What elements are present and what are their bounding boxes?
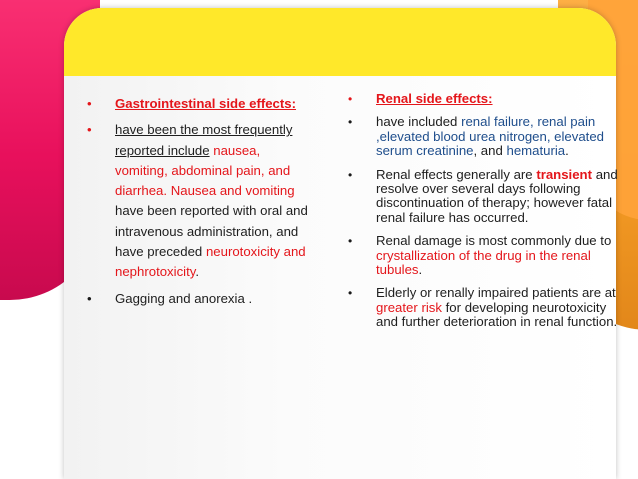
gi-intro-text: have been the most frequently reported include — [115, 122, 293, 158]
list-item-transient — [348, 168, 618, 226]
bullet-icon: • — [87, 290, 92, 306]
list-item-renal-damage — [348, 234, 618, 277]
gagging-text: Gagging and anorexia . — [115, 290, 253, 306]
bullet-icon: • — [348, 234, 353, 249]
bullet-icon: • — [87, 122, 92, 138]
title-bar — [64, 8, 616, 76]
list-item-renal-effects — [348, 115, 618, 158]
renal-heading: Renal side effects: — [376, 91, 493, 106]
list-item-gi-heading — [87, 94, 312, 114]
transient-pre: Renal effects generally are — [376, 166, 533, 182]
bullet-icon: • — [348, 92, 353, 106]
bullet-icon: • — [348, 286, 353, 301]
crystallization-text: crystallization of the drug in the renal tubules — [376, 247, 591, 278]
renal-damage-pre: Renal damage is most commonly due to — [376, 233, 612, 249]
right-column-list — [348, 92, 618, 339]
gi-mid-text: have been reported with oral and intravenous administration, and have preceded — [115, 203, 308, 260]
renal-and-text: , and — [473, 143, 503, 159]
list-item-gagging — [87, 289, 312, 309]
renal-effects-end: . — [565, 143, 569, 159]
greater-risk-text: greater risk — [376, 299, 442, 315]
bullet-icon: • — [87, 96, 92, 111]
elderly-post: for developing neurotoxicity and further deterioration in renal function. — [376, 299, 618, 330]
renal-damage-end: . — [418, 262, 423, 278]
hematuria-text: hematuria — [506, 143, 566, 159]
list-item-elderly — [348, 286, 618, 329]
renal-effects-pre: have included — [376, 114, 458, 130]
transient-text: transient — [536, 166, 593, 182]
list-item-gi-detail — [87, 120, 312, 282]
bullet-icon: • — [348, 115, 353, 130]
list-item-renal-heading — [348, 92, 618, 106]
gi-toxicity-text: neurotoxicity and nephrotoxicity — [115, 244, 306, 280]
renal-markers-text: renal pain ,elevated blood urea nitrogen, elevated serum creatinine — [376, 114, 605, 159]
elderly-pre: Elderly or renally impaired patients are at — [376, 285, 616, 301]
bullet-icon: • — [348, 167, 353, 182]
renal-failure-text: renal failure, — [461, 114, 534, 130]
transient-post: and resolve over several days following discontinuation of therapy; however fatal renal failure has occurred. — [376, 166, 618, 225]
gi-end-punct: . — [195, 264, 200, 280]
gi-heading: Gastrointestinal side effects: — [115, 96, 297, 111]
gi-symptoms-text: nausea, vomiting, abdominal pain, and diarrhea. Nausea and vomiting — [115, 142, 295, 199]
left-column-list — [87, 94, 312, 315]
